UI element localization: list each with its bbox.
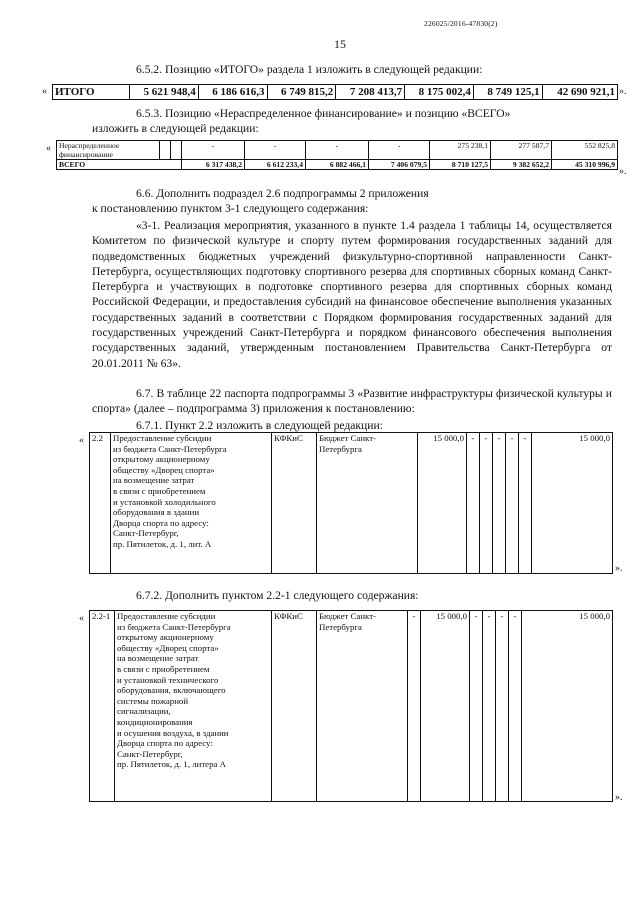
itogo-cell: 42 690 921,1 — [542, 85, 617, 100]
paragraph-6-5-3-line2: изложить в следующей редакции: — [92, 122, 259, 135]
value-cell: - — [519, 433, 532, 574]
total-cell: 15 000,0 — [532, 433, 613, 574]
value-cell: - — [496, 611, 509, 802]
close-quote: ». — [619, 86, 627, 97]
table-cell: 277 587,7 — [491, 141, 552, 160]
close-quote: ». — [615, 563, 623, 574]
page-number: 15 — [334, 37, 346, 51]
table-cell: - — [245, 141, 306, 160]
table-row — [57, 141, 618, 160]
paragraph-6-6-line2: к постановлению пунктом 3-1 следующего содержания: — [92, 202, 369, 215]
row-label: ВСЕГО — [57, 160, 182, 170]
paragraph-6-5-3-line1: 6.5.3. Позицию «Нераспределенное финансирование» и позицию «ВСЕГО» — [136, 107, 511, 120]
source-cell: Бюджет Санкт-Петербурга — [317, 611, 408, 802]
item-name: Предоставление субсидии из бюджета Санкт-Петербурга открытому акционерному обществу «Дворец спорта» на возмещение затрат в связи с приобретением и установкой технического оборудования, включающего системы пожарной сигнализации, кондиционирования и осушения воздуха, в здании Дворца спорта по адресу: Санкт-Петербург, пр. Пятилеток, д. 1, литера А — [115, 611, 272, 802]
item-number: 2.2-1 — [90, 611, 115, 802]
document-number: 226025/2016-47830(2) — [424, 19, 498, 28]
close-quote: ». — [615, 792, 623, 803]
value-cell: - — [506, 433, 519, 574]
value-cell: 15 000,0 — [418, 433, 467, 574]
itogo-row — [53, 85, 618, 100]
value-cell: - — [483, 611, 496, 802]
paragraph-6-7-2: 6.7.2. Дополнить пунктом 2.2-1 следующего содержания: — [136, 589, 419, 602]
row-label: Нераспределенное финансирование — [57, 141, 160, 160]
value-cell: - — [493, 433, 506, 574]
table-cell: - — [306, 141, 369, 160]
executor-cell: КФКиС — [272, 611, 317, 802]
table-row — [90, 433, 613, 574]
table-cell: 8 710 127,5 — [430, 160, 491, 170]
table-cell: - — [182, 141, 245, 160]
table-row — [90, 611, 613, 802]
itogo-label: ИТОГО — [53, 85, 130, 100]
open-quote: « — [79, 613, 84, 624]
value-cell: - — [509, 611, 522, 802]
table-cell: - — [369, 141, 430, 160]
paragraph-6-6-line1: 6.6. Дополнить подраздел 2.6 подпрограммы 2 приложения — [136, 187, 429, 200]
itogo-cell: 6 186 616,3 — [198, 85, 267, 100]
source-cell: Бюджет Санкт-Петербурга — [317, 433, 418, 574]
close-quote: ». — [619, 166, 627, 177]
allocation-table — [56, 140, 618, 170]
table-cell: 9 382 652,2 — [491, 160, 552, 170]
value-cell: 15 000,0 — [421, 611, 470, 802]
total-cell: 15 000,0 — [522, 611, 613, 802]
value-cell: - — [408, 611, 421, 802]
open-quote: « — [46, 143, 51, 154]
value-cell: - — [470, 611, 483, 802]
table-cell: 45 310 996,9 — [552, 160, 618, 170]
table-cell: 7 406 079,5 — [369, 160, 430, 170]
itogo-cell: 8 749 125,1 — [473, 85, 542, 100]
table-cell: 6 882 466,1 — [306, 160, 369, 170]
executor-cell: КФКиС — [272, 433, 317, 574]
itogo-cell: 5 621 948,4 — [130, 85, 199, 100]
paragraph-3-1: «3-1. Реализация мероприятия, указанного в пункте 1.4 раздела 1 таблицы 14, осуществляется Комитетом по физической культуре и спорту путем формирования государственных заданий для подведомственных бюджетных учреждений физкультурно-спортивной направленности Санкт-Петербурга, осуществляющих подготовку спортивного резерва для спортивных сборных команд Санкт-Петербурга и участвующих в подготовке спортивного резерва для спортивных сборных команд Российской Федерации, и предоставления субсидий на финансовое обеспечение выполнения указанных государственных заданий в соответствии с Порядком формирования государственных заданий для государственных учреждений Санкт-Петербурга и порядком финансового обеспечения выполнения государственных заданий, утвержденным постановлением Правительства Санкт-Петербурга от 20.01.2011 № 63». — [92, 219, 612, 370]
itogo-cell: 6 749 815,2 — [267, 85, 336, 100]
itogo-cell: 8 175 002,4 — [405, 85, 474, 100]
value-cell: - — [480, 433, 493, 574]
table-item-2-2-1 — [89, 610, 613, 802]
itogo-table — [52, 84, 618, 100]
table-cell: 6 612 233,4 — [245, 160, 306, 170]
open-quote: « — [42, 86, 47, 97]
paragraph-6-5-2: 6.5.2. Позицию «ИТОГО» раздела 1 изложить в следующей редакции: — [136, 63, 483, 76]
table-row — [57, 160, 618, 170]
table-item-2-2 — [89, 432, 613, 574]
item-number: 2.2 — [90, 433, 111, 574]
table-cell: 275 238,1 — [430, 141, 491, 160]
value-cell: - — [467, 433, 480, 574]
open-quote: « — [79, 435, 84, 446]
itogo-cell: 7 208 413,7 — [336, 85, 405, 100]
paragraph-6-7: 6.7. В таблице 22 паспорта подпрограммы 3 «Развитие инфраструктуры физической культуры и спорта» (далее – подпрограмма 3) приложения к постановлению: — [92, 387, 612, 416]
item-name: Предоставление субсидии из бюджета Санкт-Петербурга открытому акционерному обществу «Дворец спорта» на возмещение затрат в связи с приобретением и установкой холодильного оборудования в здании Дворца спорта по адресу: Санкт-Петербург, пр. Пятилеток, д. 1, лит. А — [111, 433, 272, 574]
paragraph-6-7-1: 6.7.1. Пункт 2.2 изложить в следующей редакции: — [136, 419, 383, 432]
table-cell: 6 317 438,2 — [182, 160, 245, 170]
table-cell: 552 825,8 — [552, 141, 618, 160]
